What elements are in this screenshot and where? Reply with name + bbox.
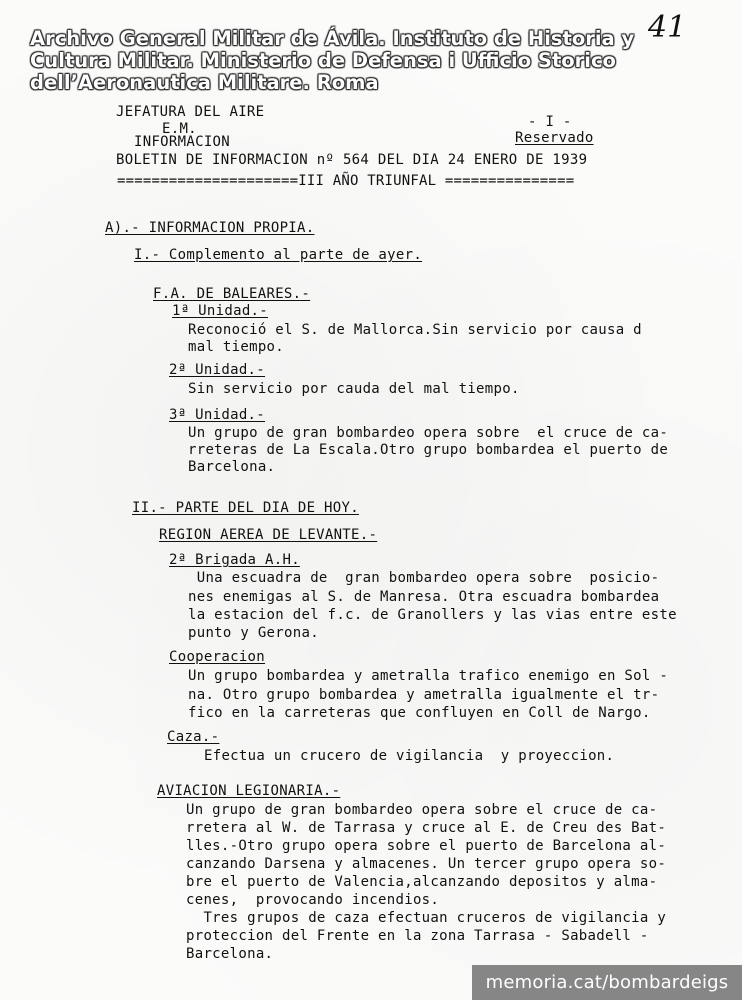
separator-line: =====================III AÑO TRIUNFAL =============== <box>117 173 575 189</box>
cooperacion-text-3: fico en la carreteras que confluyen en Coll de Nargo. <box>188 705 651 721</box>
caza-heading: Caza.- <box>167 729 220 745</box>
brigada-text-2: nes enemigas al S. de Manresa. Otra escuadra bombardea <box>188 589 660 605</box>
unidad-3-text-2: rreteras de La Escala.Otro grupo bombardea el puerto de <box>188 442 669 458</box>
brigada-text-4: punto y Gerona. <box>188 625 319 641</box>
unidad-3-text-1: Un grupo de gran bombardeo opera sobre el cruce de ca- <box>188 425 669 441</box>
unidad-1-heading: 1ª Unidad.- <box>172 303 269 319</box>
aviacion-text-4: canzando Darsena y almacenes. Un tercer grupo opera so- <box>186 856 667 872</box>
fa-baleares-heading: F.A. DE BALEARES.- <box>153 286 311 302</box>
aviacion-text-6: cenes, provocando incendios. <box>186 892 440 908</box>
archive-credit-line-2: Cultura Militar. Ministerio de Defensa i Ufficio Storico <box>30 49 616 72</box>
archive-credit-line-3: dell’Aeronautica Militare. Roma <box>30 71 379 94</box>
em-label: E.M. <box>162 121 197 137</box>
aviacion-text-1: Un grupo de gran bombardeo opera sobre el cruce de ca- <box>186 802 658 818</box>
cooperacion-heading: Cooperacion <box>169 649 266 665</box>
section-a-heading: A).- INFORMACION PROPIA. <box>105 220 315 236</box>
region-heading: REGION AEREA DE LEVANTE.- <box>159 527 378 543</box>
brigada-text-1: Una escuadra de gran bombardeo opera sobre posicio- <box>188 570 660 586</box>
cooperacion-text-2: na. Otro grupo bombardea y ametralla igualmente el tr- <box>188 687 660 703</box>
aviacion-text-3: lles.-Otro grupo opera sobre el puerto de Barcelona al- <box>186 838 667 854</box>
aviacion-legionaria-heading: AVIACION LEGIONARIA.- <box>157 783 341 799</box>
unidad-1-text-1: Reconoció el S. de Mallorca.Sin servicio por causa d <box>188 322 642 338</box>
archive-credit-line-1: Archivo General Militar de Ávila. Instituto de Historia y <box>30 27 635 50</box>
archive-credit-overlay <box>30 27 635 94</box>
bulletin-title: BOLETIN DE INFORMACION nº 564 DEL DIA 24 ENERO DE 1939 <box>116 152 588 168</box>
unidad-2-text-1: Sin servicio por cauda del mal tiempo. <box>188 381 520 397</box>
aviacion-text-2: rretera al W. de Tarrasa y cruce al E. de Creu des Bat- <box>186 820 667 836</box>
section-i-heading: I.- Complemento al parte de ayer. <box>134 247 423 263</box>
handwritten-page-number: 41 <box>648 10 687 45</box>
source-watermark: memoria.cat/bombardeigs <box>472 965 742 1000</box>
aviacion-text-8: proteccion del Frente en la zona Tarrasa - Sabadell - <box>186 928 649 944</box>
section-number: - I - <box>528 114 572 130</box>
brigada-text-3: la estacion del f.c. de Granollers y las vias entre este <box>188 607 677 623</box>
aviacion-text-7: Tres grupos de caza efectuan cruceros de vigilancia y <box>186 910 667 926</box>
brigada-heading: 2ª Brigada A.H. <box>169 552 300 568</box>
classification-label: Reservado <box>515 130 594 146</box>
unidad-2-heading: 2ª Unidad.- <box>169 362 266 378</box>
unidad-3-text-3: Barcelona. <box>188 459 276 475</box>
aviacion-text-9: Barcelona. <box>186 946 274 962</box>
informacion-label: INFORMACION <box>134 134 231 150</box>
org-name: JEFATURA DEL AIRE <box>116 104 265 120</box>
cooperacion-text-1: Un grupo bombardea y ametralla trafico enemigo en Sol - <box>188 668 669 684</box>
caza-text: Efectua un crucero de vigilancia y proyeccion. <box>204 748 615 764</box>
aviacion-text-5: bre el puerto de Valencia,alcanzando depositos y alma- <box>186 874 658 890</box>
unidad-1-text-2: mal tiempo. <box>188 339 285 355</box>
section-ii-heading: II.- PARTE DEL DIA DE HOY. <box>132 500 359 516</box>
unidad-3-heading: 3ª Unidad.- <box>169 407 266 423</box>
